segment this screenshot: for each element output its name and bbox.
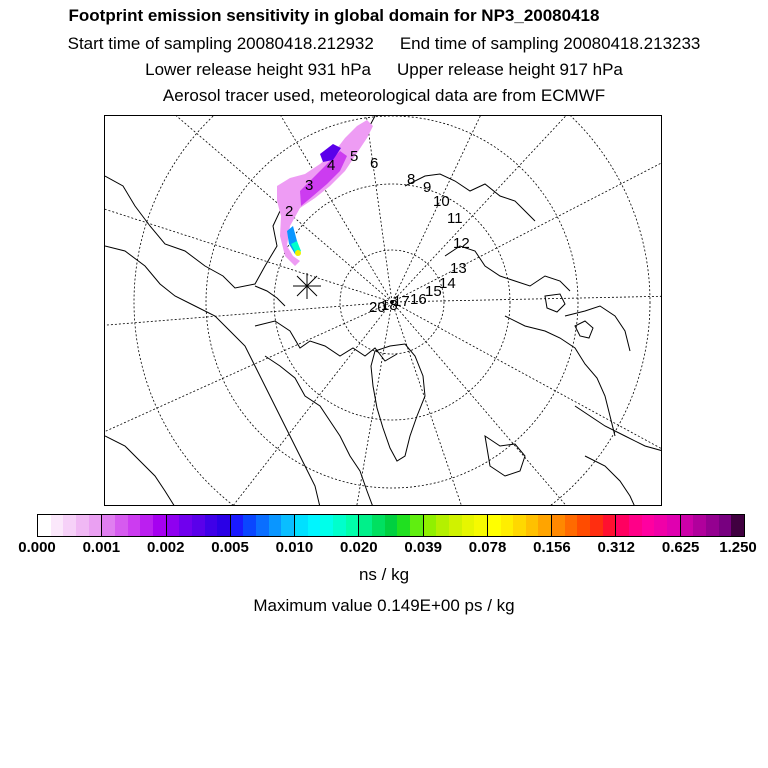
colorbar-cell	[538, 515, 551, 536]
plume-max	[295, 250, 301, 256]
maximum-value: Maximum value 0.149E+00 ps / kg	[253, 596, 515, 615]
colorbar-cell	[346, 515, 359, 536]
colorbar-tick-label: 0.312	[597, 539, 636, 556]
colorbar-cell	[76, 515, 89, 536]
release-lower: Lower release height 931 hPa	[145, 60, 371, 79]
colorbar-cell	[205, 515, 218, 536]
colorbar-tick-label: 0.156	[533, 539, 571, 556]
trajectory-label: 5	[350, 148, 359, 165]
colorbar-cell	[526, 515, 539, 536]
colorbar-cell	[577, 515, 590, 536]
colorbar-cell	[385, 515, 398, 536]
colorbar-cell	[231, 515, 244, 536]
coastline-novaya-zemlya	[545, 294, 565, 312]
colorbar-cell	[89, 515, 102, 536]
trajectory-label: 18	[381, 297, 398, 314]
colorbar-cell	[706, 515, 719, 536]
colorbar-cell	[51, 515, 64, 536]
colorbar-cell	[667, 515, 680, 536]
coastline-europe	[575, 406, 662, 451]
trajectory-label: 2	[285, 203, 294, 220]
colorbar-segment	[680, 515, 744, 536]
colorbar-cell	[140, 515, 153, 536]
colorbar-cell	[308, 515, 321, 536]
trajectory-label: 13	[450, 260, 467, 277]
coastline-beaufort	[255, 286, 285, 306]
colorbar-tick-label: 0.078	[468, 539, 507, 556]
trajectory-label: 3	[305, 177, 314, 194]
release-heights	[0, 60, 768, 80]
colorbar-cell	[681, 515, 694, 536]
release-location	[293, 273, 321, 299]
map-svg	[105, 116, 662, 506]
colorbar-cell	[629, 515, 642, 536]
colorbar-cell	[256, 515, 269, 536]
coastline-canada	[105, 246, 320, 506]
colorbar-cell	[616, 515, 629, 536]
colorbar-segment	[487, 515, 551, 536]
meridian	[365, 116, 392, 302]
colorbar-segment	[423, 515, 487, 536]
colorbar-cell	[397, 515, 410, 536]
colorbar-cell	[552, 515, 565, 536]
colorbar-cell	[179, 515, 192, 536]
meridian	[355, 302, 392, 506]
colorbar-cell	[654, 515, 667, 536]
colorbar-tick-label: 0.005	[211, 539, 249, 556]
colorbar-cell	[243, 515, 256, 536]
colorbar-cell	[693, 515, 706, 536]
trajectory-label: 10	[433, 193, 450, 210]
colorbar-cell	[153, 515, 166, 536]
coastline-north-america	[105, 116, 375, 288]
colorbar-segment	[615, 515, 679, 536]
colorbar-tick-label: 0.625	[661, 539, 700, 556]
colorbar-cell	[102, 515, 115, 536]
coastline-russia-north	[565, 306, 630, 351]
colorbar-cell	[320, 515, 333, 536]
trajectory-label: 9	[423, 179, 432, 196]
colorbar-cell	[603, 515, 616, 536]
colorbar-tick-label: 0.010	[275, 539, 314, 556]
colorbar-cell	[333, 515, 346, 536]
colorbar-cell	[295, 515, 308, 536]
colorbar-segment	[101, 515, 165, 536]
colorbar-cell	[38, 515, 51, 536]
colorbar-tick-label: 0.002	[146, 539, 185, 556]
meridian	[105, 206, 392, 302]
colorbar-segment	[230, 515, 294, 536]
colorbar	[37, 514, 745, 537]
coastline-greenland	[371, 344, 425, 461]
trajectory-label: 6	[370, 155, 379, 172]
sampling-times	[0, 34, 768, 54]
colorbar-cell	[590, 515, 603, 536]
meridian	[225, 302, 392, 506]
colorbar-cell	[424, 515, 437, 536]
colorbar-cell	[410, 515, 423, 536]
coastline-scandinavia	[505, 316, 615, 436]
trajectory-label: 8	[407, 171, 416, 188]
colorbar-tick-label: 0.000	[18, 539, 56, 556]
colorbar-cell	[449, 515, 462, 536]
colorbar-cell	[217, 515, 230, 536]
trajectory-label: 16	[410, 291, 427, 308]
colorbar-tick-label: 0.039	[404, 539, 442, 556]
colorbar-tick-label: 0.020	[340, 539, 378, 556]
colorbar-cell	[372, 515, 385, 536]
colorbar-cell	[63, 515, 76, 536]
colorbar-cell	[128, 515, 141, 536]
units-label: ns / kg	[358, 565, 410, 584]
meridian	[392, 116, 575, 302]
colorbar-cell	[501, 515, 514, 536]
colorbar-cell	[462, 515, 475, 536]
trajectory-label: 14	[439, 275, 456, 292]
trajectory-label: 20	[369, 299, 386, 316]
sampling-end: End time of sampling 20080418.213233	[399, 34, 701, 53]
trajectory-label: 12	[453, 235, 470, 252]
colorbar-cell	[281, 515, 294, 536]
colorbar-tick-label: 0.001	[82, 539, 121, 556]
colorbar-cell	[192, 515, 205, 536]
colorbar-segment	[38, 515, 101, 536]
trajectory-label: 11	[447, 210, 463, 227]
meridian	[392, 302, 465, 506]
colorbar-cell	[642, 515, 655, 536]
colorbar-cell	[115, 515, 128, 536]
coastline-iceland	[485, 436, 525, 476]
tracer-info: Aerosol tracer used, meteorological data are from ECMWF	[162, 86, 606, 105]
colorbar-cell	[474, 515, 487, 536]
coastline-island	[575, 321, 593, 338]
release-upper: Upper release height 917 hPa	[397, 60, 623, 79]
colorbar-cell	[359, 515, 372, 536]
sampling-start: Start time of sampling 20080418.212932	[67, 34, 374, 53]
trajectory-label: 15	[425, 283, 442, 300]
map-title: Footprint emission sensitivity in global domain for NP3_20080418	[68, 6, 600, 25]
meridian	[392, 156, 662, 302]
colorbar-cell	[513, 515, 526, 536]
colorbar-tick-label: 1.250	[719, 539, 757, 556]
colorbar-cell	[269, 515, 282, 536]
colorbar-cell	[731, 515, 744, 536]
colorbar-cell	[719, 515, 732, 536]
coastline-british-isles	[585, 456, 635, 506]
colorbar-segment	[166, 515, 230, 536]
colorbar-cell	[565, 515, 578, 536]
meridian	[105, 302, 392, 326]
coastline-baffin	[265, 356, 373, 506]
trajectory-label: 4	[327, 157, 336, 174]
colorbar-segment	[358, 515, 422, 536]
colorbar-cell	[436, 515, 449, 536]
colorbar-cell	[488, 515, 501, 536]
polar-map	[104, 115, 662, 506]
colorbar-segment	[551, 515, 615, 536]
colorbar-cell	[167, 515, 180, 536]
colorbar-segment	[294, 515, 358, 536]
coastline-hudson	[105, 436, 175, 506]
trajectory-label: 17	[393, 293, 410, 310]
